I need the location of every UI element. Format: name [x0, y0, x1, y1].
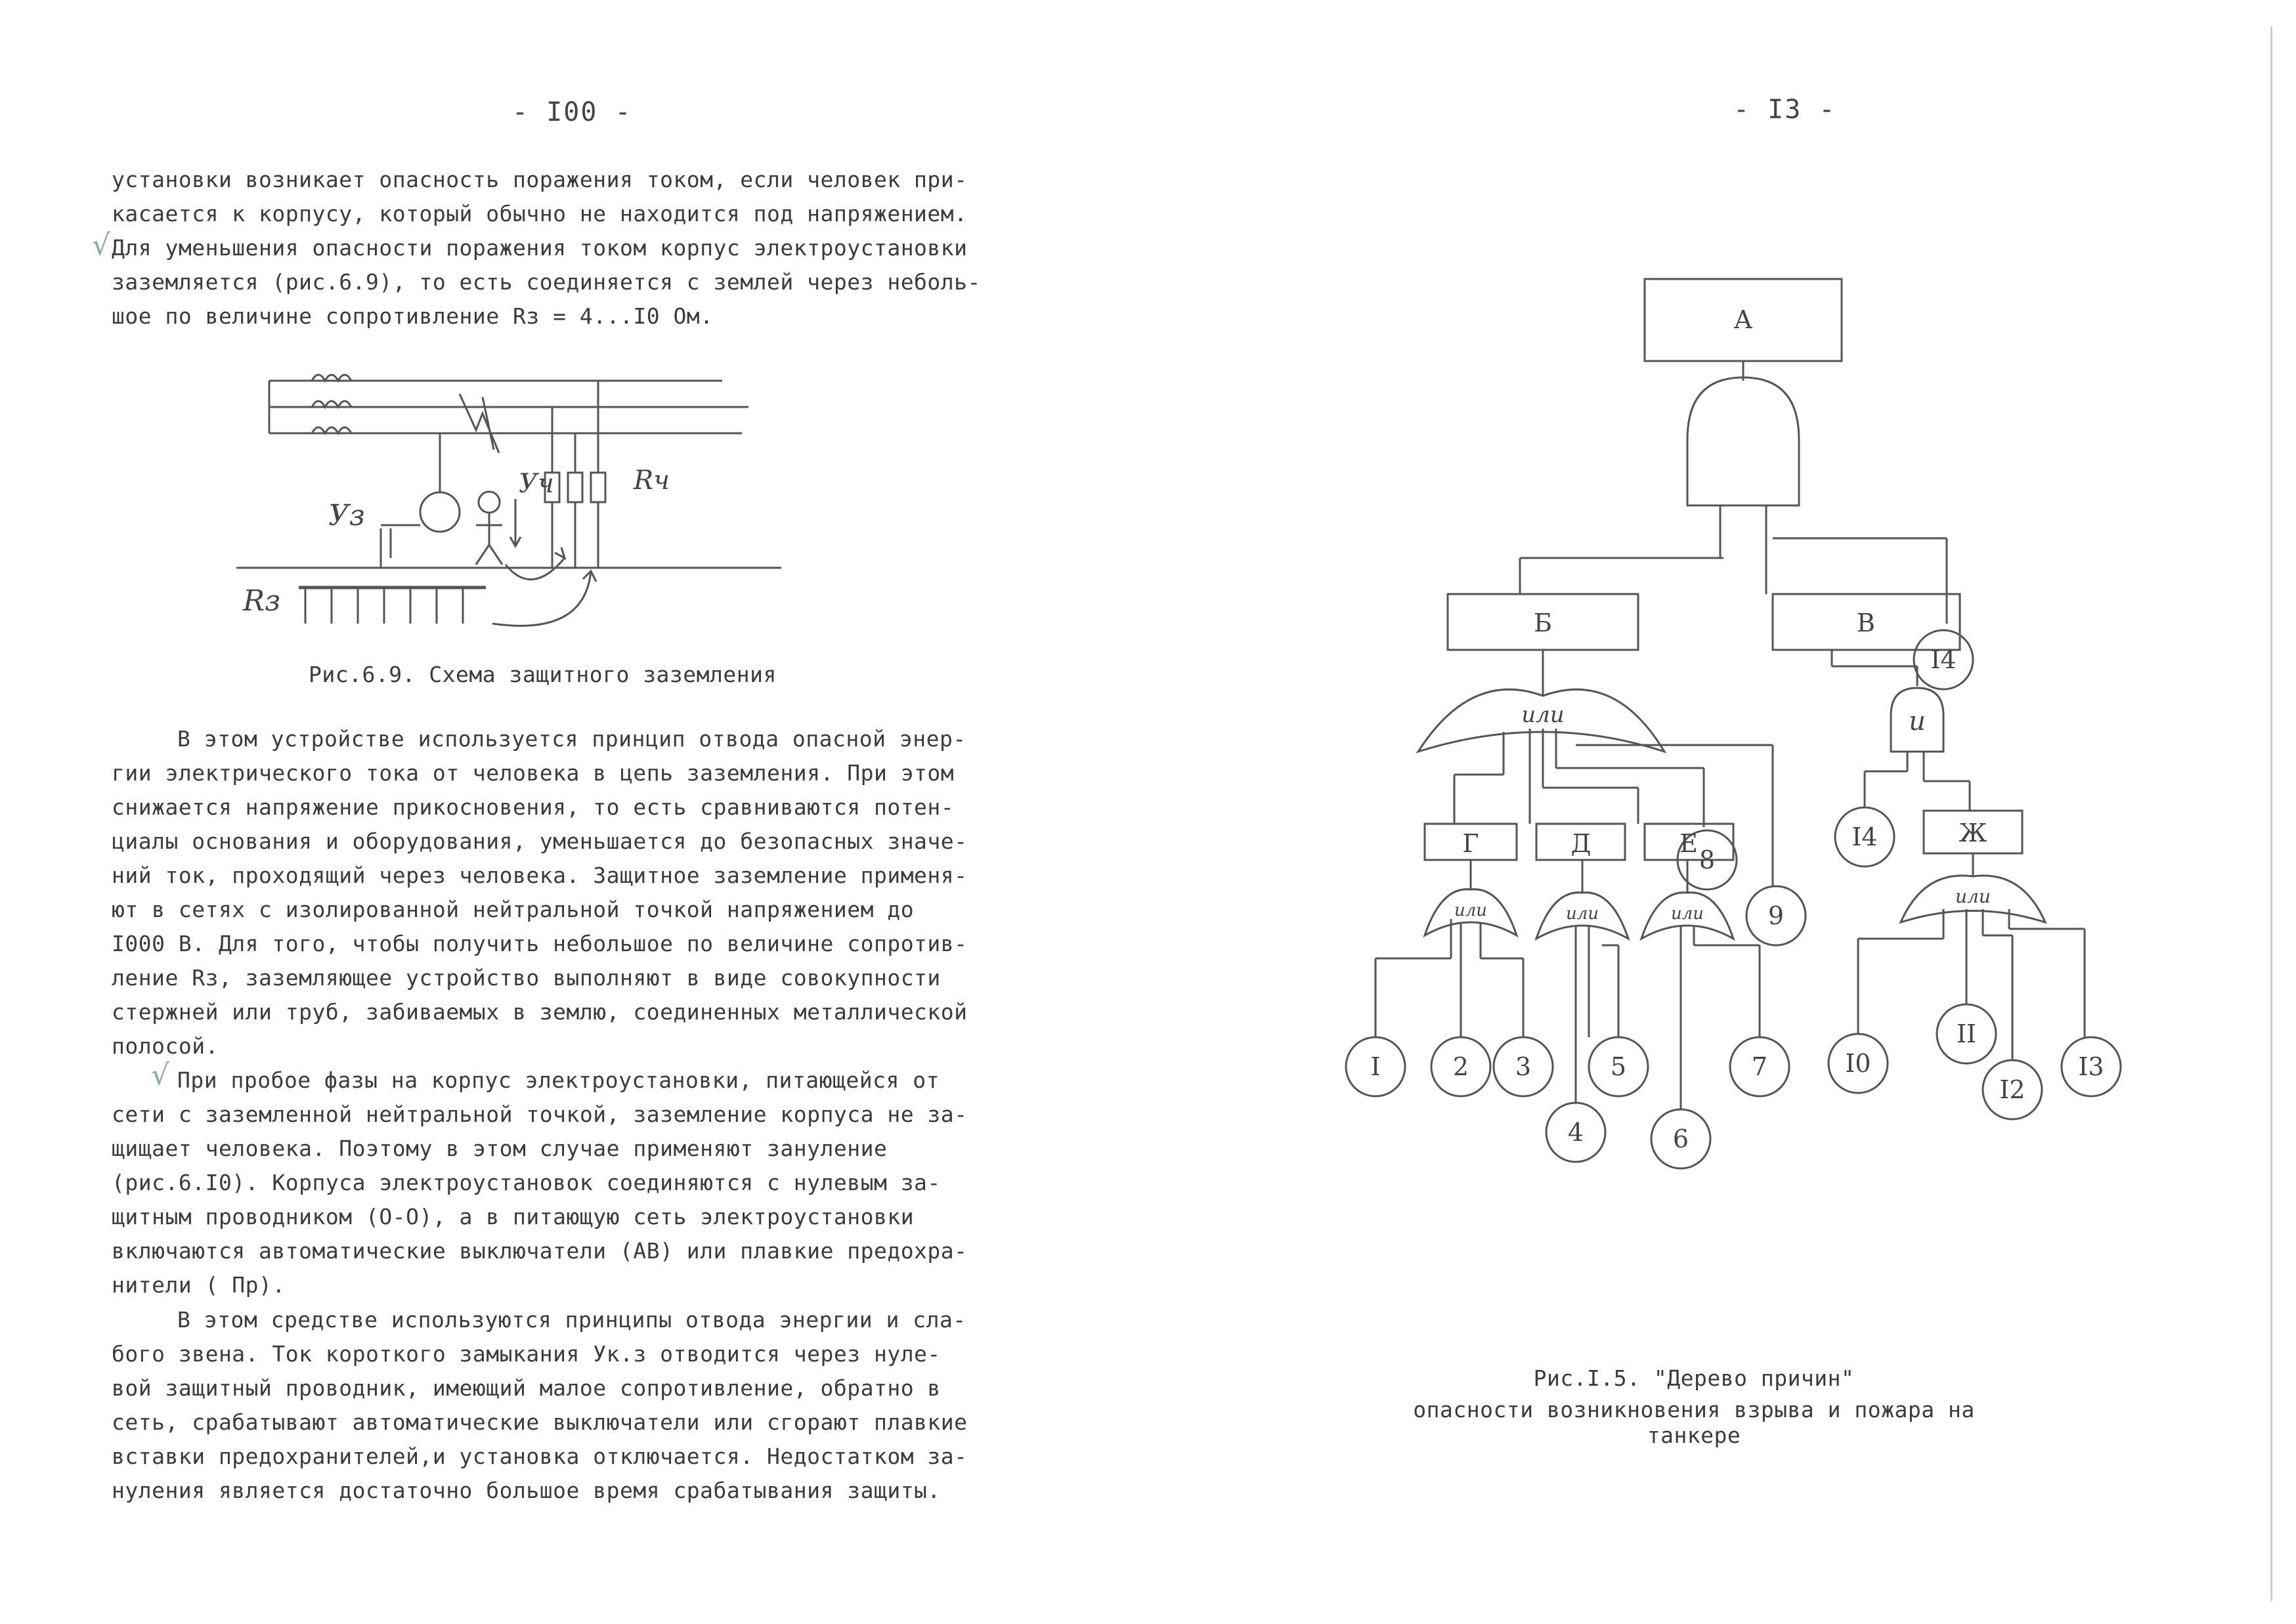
node-label-d: Д	[1570, 829, 1592, 858]
leaf-label-14: І4	[1852, 823, 1878, 851]
fault-tree-diagram	[1261, 263, 2127, 1221]
text-line: установки возникает опасность поражения током, если человек при-	[112, 167, 968, 192]
figure-caption-right-line1: Рис.І.5. "Дерево причин"	[1533, 1365, 1855, 1391]
node-label-g: Г	[1462, 829, 1479, 858]
leaf-label-14-top: І4	[1930, 645, 1957, 674]
resistor-3	[591, 473, 605, 502]
text-line: стержней или труб, забиваемых в землю, соединенных металлической	[112, 999, 968, 1025]
right-page	[1142, 0, 2296, 1624]
page-edge	[2270, 26, 2278, 1602]
text-line: нители ( Пр).	[112, 1272, 286, 1298]
paragraph-2	[112, 722, 1051, 1063]
check-mark-icon: √	[92, 228, 111, 262]
node-label-b: Б	[1534, 609, 1552, 637]
text-line: вставки предохранителей,и установка отключается. Недостатком за-	[112, 1443, 968, 1469]
text-line: гии электрического тока от человека в цепь заземления. При этом	[112, 760, 955, 786]
page-number-right: - І3 -	[1733, 95, 1836, 125]
gate-label-or: или	[1521, 702, 1565, 728]
text-line: касается к корпусу, который обычно не находится под напряжением.	[112, 201, 968, 226]
text-line: полосой.	[112, 1033, 219, 1059]
gate-label-or: или	[1454, 901, 1488, 920]
text-line: включаются автоматические выключатели (АВ) или плавкие предохра-	[112, 1238, 968, 1264]
text-line: шое по величине сопротивление Rз = 4...І0 Ом.	[112, 303, 714, 329]
leaf-label-7: 7	[1751, 1052, 1768, 1081]
label-r-human: Rч	[634, 465, 670, 496]
leaf-label-13: І3	[2078, 1052, 2104, 1081]
figure-caption-left: Рис.6.9. Схема защитного заземления	[309, 662, 777, 687]
node-label-v: В	[1857, 609, 1875, 637]
gate-label-or: или	[1955, 886, 1991, 907]
node-label-zh: Ж	[1959, 819, 1987, 847]
text-line: заземляется (рис.6.9), то есть соединяется с землей через неболь-	[112, 269, 981, 295]
text-line: циалы основания и оборудования, уменьшается до безопасных значе-	[112, 828, 968, 854]
node-label-a: А	[1733, 305, 1753, 334]
leaf-label-5: 5	[1610, 1052, 1627, 1081]
text-line: вой защитный проводник, имеющий малое сопротивление, обратно в	[112, 1375, 941, 1401]
leaf-label-3: 3	[1515, 1052, 1532, 1081]
left-page	[0, 0, 1142, 1624]
paragraph-4	[112, 1303, 1051, 1508]
label-r-ground: Rз	[243, 584, 281, 618]
leaf-label-9: 9	[1767, 901, 1785, 930]
paragraph-1	[112, 163, 1051, 333]
leaf-label-11: ІІ	[1956, 1019, 1977, 1048]
leaf-label-6: 6	[1672, 1124, 1689, 1153]
text-line: щищает человека. Поэтому в этом случае применяют зануление	[112, 1136, 888, 1161]
text-line: ний ток, проходящий через человека. Защитное заземление применя-	[112, 863, 968, 888]
text-line: ление Rз, заземляющее устройство выполняют в виде совокупности	[112, 965, 941, 991]
leaf-label-2: 2	[1452, 1052, 1469, 1081]
paragraph-3	[112, 1063, 1051, 1302]
page-number-left: - І00 -	[512, 97, 632, 127]
text-line: сеть, срабатывают автоматические выключатели или сгорают плавкие	[112, 1409, 968, 1435]
leaf-label-1: І	[1370, 1052, 1381, 1081]
text-line: (рис.6.І0). Корпуса электроустановок соединяются с нулевым за-	[112, 1170, 941, 1195]
check-mark-icon: √	[151, 1058, 170, 1092]
text-line: В этом средстве используются принципы отвода энергии и сла-	[177, 1307, 966, 1333]
text-line: сети с заземленной нейтральной точкой, заземление корпуса не за-	[112, 1101, 968, 1127]
gate-label-or: или	[1565, 904, 1599, 924]
leaf-label-10: І0	[1845, 1049, 1871, 1078]
grounding-schematic	[223, 368, 814, 637]
text-line: нуления является достаточно большое время срабатывания защиты.	[112, 1478, 941, 1503]
text-line: І000 В. Для того, чтобы получить небольшое по величине сопротив-	[112, 931, 968, 956]
text-line: Для уменьшения опасности поражения током корпус электроустановки	[112, 235, 968, 261]
human-head	[479, 492, 500, 513]
leaf-label-12: І2	[1999, 1075, 2025, 1104]
resistor-2	[568, 473, 582, 502]
text-line: бого звена. Ток короткого замыкания Ук.з отводится через нуле-	[112, 1341, 941, 1367]
equipment-circle	[420, 492, 460, 532]
text-line: щитным проводником (О-О), а в питающую сеть электроустановки	[112, 1204, 915, 1229]
leaf-label-4: 4	[1567, 1118, 1584, 1147]
text-line: ют в сетях с изолированной нейтральной точкой напряжением до	[112, 897, 915, 922]
text-line: При пробое фазы на корпус электроустановки, питающейся от	[177, 1067, 940, 1093]
figure-caption-right-line2: опасности возникновения взрыва и пожара на танкере	[1413, 1397, 1975, 1448]
label-u-body: Уч	[519, 469, 554, 499]
gate-label-or: или	[1670, 904, 1704, 924]
and-gate-top	[1687, 377, 1799, 505]
text-line: снижается напряжение прикосновения, то есть сравниваются потен-	[112, 794, 955, 820]
leaf-label-8: 8	[1699, 845, 1716, 874]
node-label-e: Е	[1679, 829, 1698, 858]
gate-label-and: и	[1909, 706, 1926, 737]
text-line: В этом устройстве используется принцип отвода опасной энер-	[177, 726, 966, 752]
label-u-ground: Уз	[328, 499, 365, 532]
